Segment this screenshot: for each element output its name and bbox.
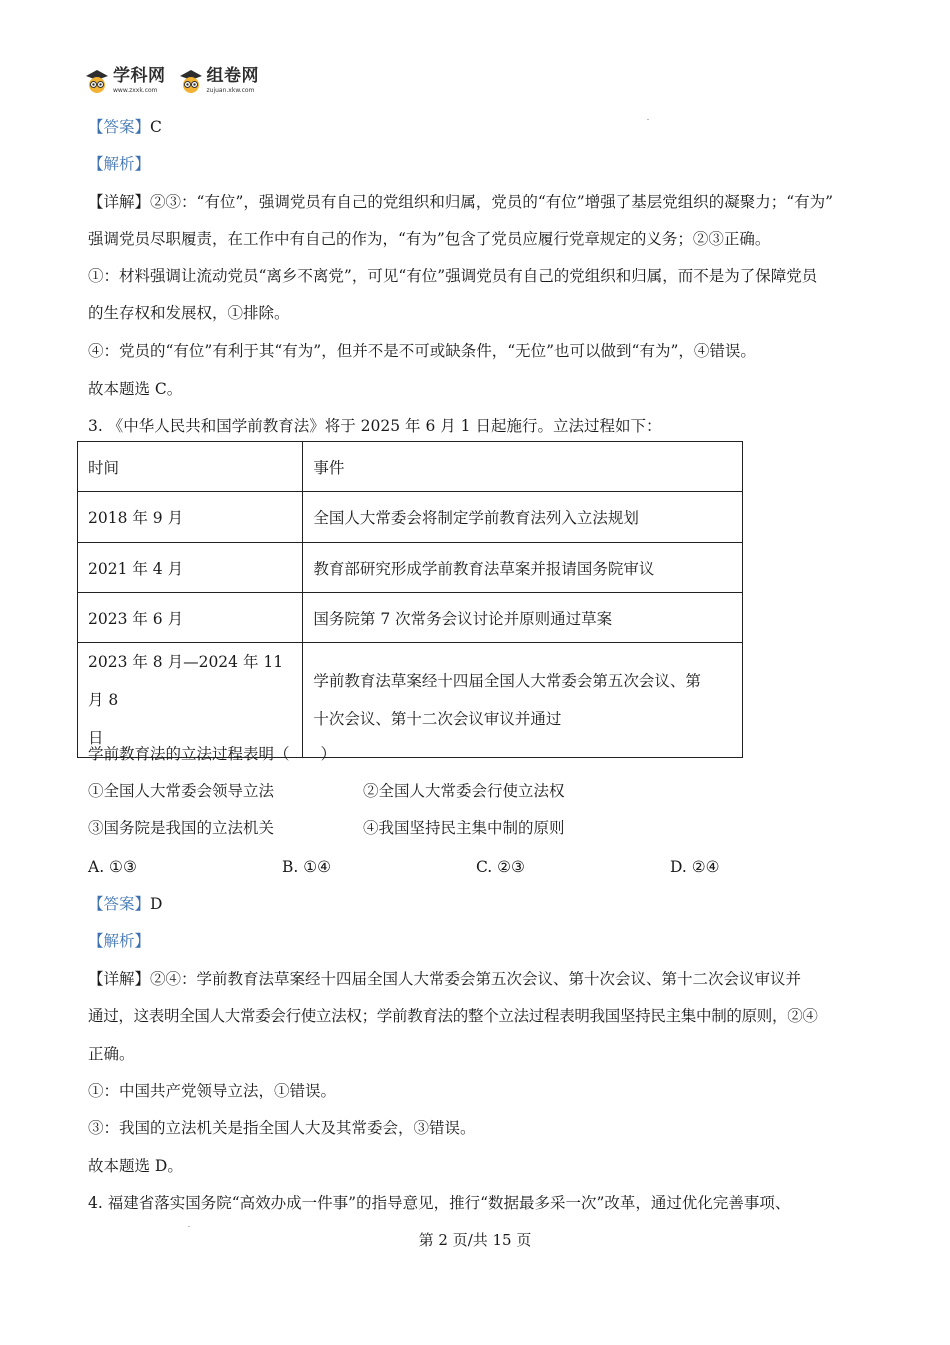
scan-speck [188,1226,190,1227]
choice-c: C. ②③ [476,858,525,876]
q3-stem: 3. 《中华人民共和国学前教育法》将于 2025 年 6 月 1 日起施行。立法过程如下： [88,417,662,435]
q3-answer [88,894,162,914]
xuekewang-logo [84,68,166,94]
logo1-name: 学科网 [113,66,166,86]
detail-text: ②④：学前教育法草案经十四届全国人大常委会第五次会议、第十次会议、第十二次会议审议并 [150,970,802,988]
q4-stem: 4. 福建省落实国务院“高效办成一件事”的指导意见，推行“数据最多采一次”改革，通过优化完善事项、 [88,1194,791,1212]
q3-analysis-heading [88,931,150,951]
q3-detail-line: 通过，这表明全国人大常委会行使立法权；学前教育法的整个立法过程表明我国坚持民主集中制的原则，②④ [88,1007,818,1025]
analysis-tag: 【解析】 [88,932,151,950]
cell-event-line: 学前教育法草案经十四届全国人大常委会第五次会议、第 [313,672,701,690]
cell-event: 教育部研究形成学前教育法草案并报请国务院审议 [303,543,743,593]
q2-detail-line: 强调党员尽职履责，在工作中有自己的作为，“有为”包含了党员应履行党章规定的义务；②③正确。 [88,230,771,248]
header-time: 时间 [78,442,303,492]
q3-detail-line [88,969,801,989]
table-row [78,543,743,593]
cell-event [303,643,743,758]
cell-event: 全国人大常委会将制定学前教育法列入立法规划 [303,492,743,543]
cell-time [78,643,303,758]
logo2-url: zujuan.xkw.com [206,87,255,94]
header-event: 事件 [303,442,743,492]
answer-tag: 【答案】 [88,118,151,136]
table-header-row [78,442,743,492]
logo2-name: 组卷网 [206,66,259,86]
q3-detail-line: ①：中国共产党领导立法，①错误。 [88,1082,337,1100]
header-logos [84,68,271,104]
q3-detail-line: 正确。 [88,1045,135,1063]
cell-time: 2023 年 6 月 [78,593,303,643]
analysis-tag: 【解析】 [88,155,151,173]
detail-text: ②③：“有位”，强调党员有自己的党组织和归属，党员的“有位”增强了基层党组织的凝聚力；“有为” [150,193,834,211]
q3-prompt: 学前教育法的立法过程表明（ ） [88,745,337,763]
table-row [78,593,743,643]
cell-time-line: 2023 年 8 月—2024 年 11 月 8 [88,653,284,709]
cell-time: 2018 年 9 月 [78,492,303,543]
answer-tag: 【答案】 [88,895,151,913]
cell-event-line: 十次会议、第十二次会议审议并通过 [313,710,562,728]
logo1-url: www.zxxk.com [113,87,158,94]
scan-speck [647,119,649,120]
q2-answer [88,117,162,137]
q2-detail-line: 的生存权和发展权，①排除。 [88,304,290,322]
page-number: 第 2 页/共 15 页 [418,1231,532,1249]
q2-conclusion: 故本题选 C。 [88,380,183,398]
choice-d: D. ②④ [670,858,720,876]
q2-detail-line [88,192,833,212]
statement-3: ③国务院是我国的立法机关 [88,819,275,837]
owl-icon [84,68,110,94]
q2-analysis-heading [88,154,150,174]
cell-time: 2021 年 4 月 [78,543,303,593]
q3-conclusion: 故本题选 D。 [88,1157,183,1175]
q2-detail-line: ④：党员的“有位”有利于其“有为”，但并不是不可或缺条件，“无位”也可以做到“有为”，④错误。 [88,342,756,360]
zujuanwang-logo [178,68,260,94]
statement-2: ②全国人大常委会行使立法权 [363,782,565,800]
table-row [78,643,743,758]
answer-value: D [150,895,163,913]
q2-detail-line: ①：材料强调让流动党员“离乡不离党”，可见“有位”强调党员有自己的党组织和归属，而不是为了保障党员 [88,267,818,285]
choice-b: B. ①④ [282,858,332,876]
detail-tag: 【详解】 [88,970,151,988]
table-row [78,492,743,543]
statement-4: ④我国坚持民主集中制的原则 [363,819,565,837]
detail-tag: 【详解】 [88,193,151,211]
cell-time-line: 日 [88,729,104,747]
q3-detail-line: ③：我国的立法机关是指全国人大及其常委会，③错误。 [88,1119,476,1137]
owl-icon [178,68,204,94]
answer-value: C [150,118,162,136]
cell-event: 国务院第 7 次常务会议讨论并原则通过草案 [303,593,743,643]
choice-a: A. ①③ [88,858,137,876]
legislation-timeline-table [77,441,743,758]
statement-1: ①全国人大常委会领导立法 [88,782,275,800]
